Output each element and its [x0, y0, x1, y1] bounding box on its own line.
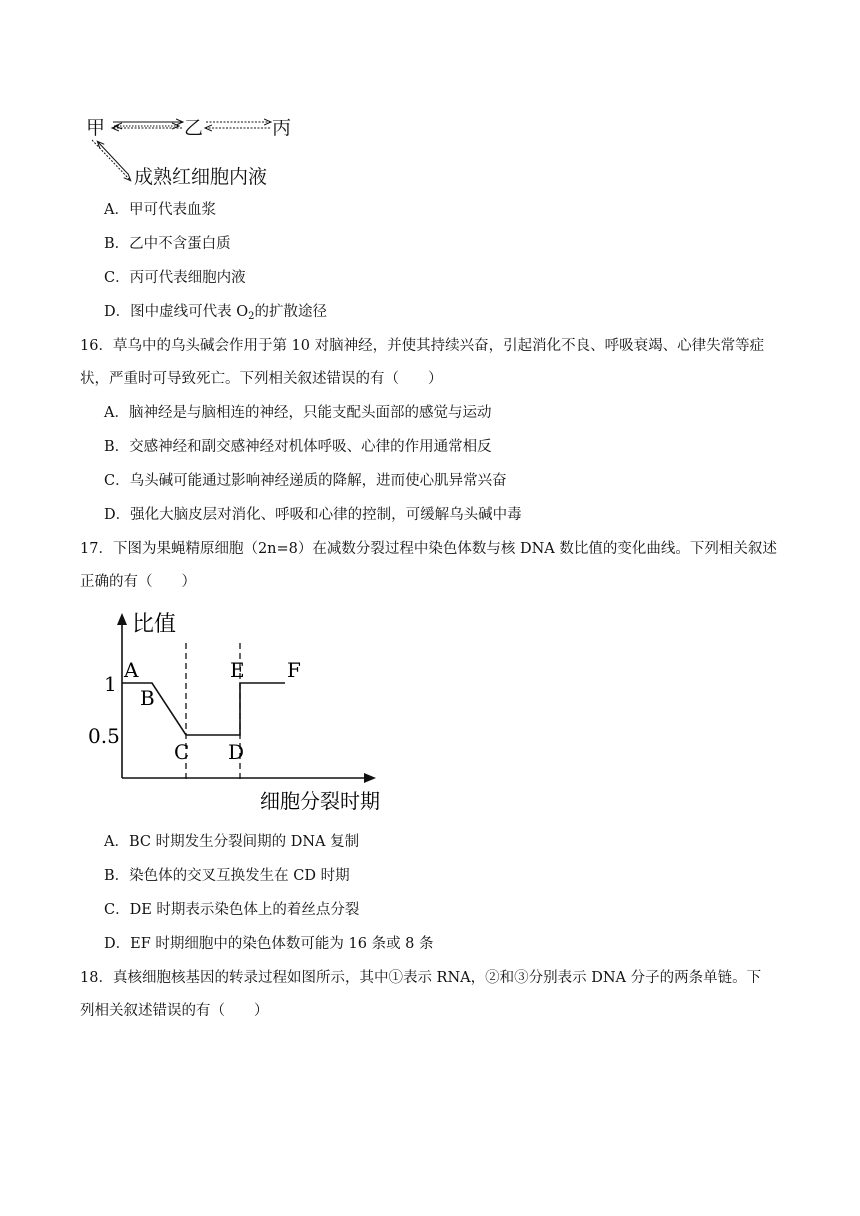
point-label-b: B: [140, 686, 155, 710]
q16-stem-line1: 16．草乌中的乌头碱会作用于第 10 对脑神经，并使其持续兴奋，引起消化不良、呼吸衰竭、心律失常等症: [80, 338, 765, 354]
q17-stem-line2: 正确的有（ ）: [80, 574, 196, 590]
x-axis-label: 细胞分裂时期: [260, 789, 380, 813]
body-fluid-diagram: [80, 108, 310, 188]
arrow-rbc-to-jia: [98, 142, 128, 174]
q15-option-b: B．乙中不含蛋白质: [104, 236, 231, 252]
node-rbc: 成熟红细胞内液: [134, 166, 268, 188]
q16-stem-line2: 状，严重时可导致死亡。下列相关叙述错误的有（ ）: [80, 371, 443, 387]
q16-option-b: B．交感神经和副交感神经对机体呼吸、心律的作用通常相反: [104, 439, 492, 455]
x-axis-arrowhead: [364, 773, 376, 783]
q15-option-d: D．图中虚线可代表 $O_2$的扩散途径: [104, 304, 328, 322]
arrow-jia-to-rbc: [92, 140, 130, 180]
node-yi: 乙: [184, 117, 204, 139]
node-jia: 甲: [86, 117, 106, 139]
q15-option-c: C．丙可代表细胞内液: [104, 270, 246, 286]
y-axis-arrowhead: [117, 613, 127, 625]
node-bing: 丙: [272, 117, 292, 139]
q15-option-a: A．甲可代表血浆: [104, 202, 216, 218]
q18-stem-line2: 列相关叙述错误的有（ ）: [80, 1003, 269, 1019]
point-label-c: C: [174, 740, 190, 764]
ratio-chart: [80, 605, 400, 820]
q18-stem-line1: 18．真核细胞核基因的转录过程如图所示，其中①表示 RNA，②和③分别表示 DNA 分子的两条单链。下: [80, 970, 762, 986]
y-tick-label: 1: [104, 672, 117, 696]
point-label-a: A: [124, 658, 139, 682]
point-label-f: F: [287, 658, 301, 682]
q17-option-d: D．EF 时期细胞中的染色体数可能为 16 条或 8 条: [104, 936, 434, 952]
q16-option-a: A．脑神经是与脑相连的神经，只能支配头面部的感觉与运动: [104, 405, 492, 421]
q16-option-d: D．强化大脑皮层对消化、呼吸和心律的控制，可缓解乌头碱中毒: [104, 507, 522, 523]
y-tick-label: 0.5: [88, 724, 120, 748]
y-axis-label: 比值: [132, 612, 177, 637]
q17-stem-line1: 17．下图为果蝇精原细胞（2n=8）在减数分裂过程中染色体数与核 DNA 数比值的变化曲线。下列相关叙述: [80, 541, 777, 557]
q16-option-c: C．乌头碱可能通过影响神经递质的降解，进而使心肌异常兴奋: [104, 473, 507, 489]
q17-option-a: A．BC 时期发生分裂间期的 DNA 复制: [104, 834, 360, 850]
q17-option-b: B．染色体的交叉互换发生在 CD 时期: [104, 868, 350, 884]
q17-option-c: C．DE 时期表示染色体上的着丝点分裂: [104, 902, 360, 918]
point-label-d: D: [228, 740, 245, 764]
point-label-e: E: [230, 658, 245, 682]
